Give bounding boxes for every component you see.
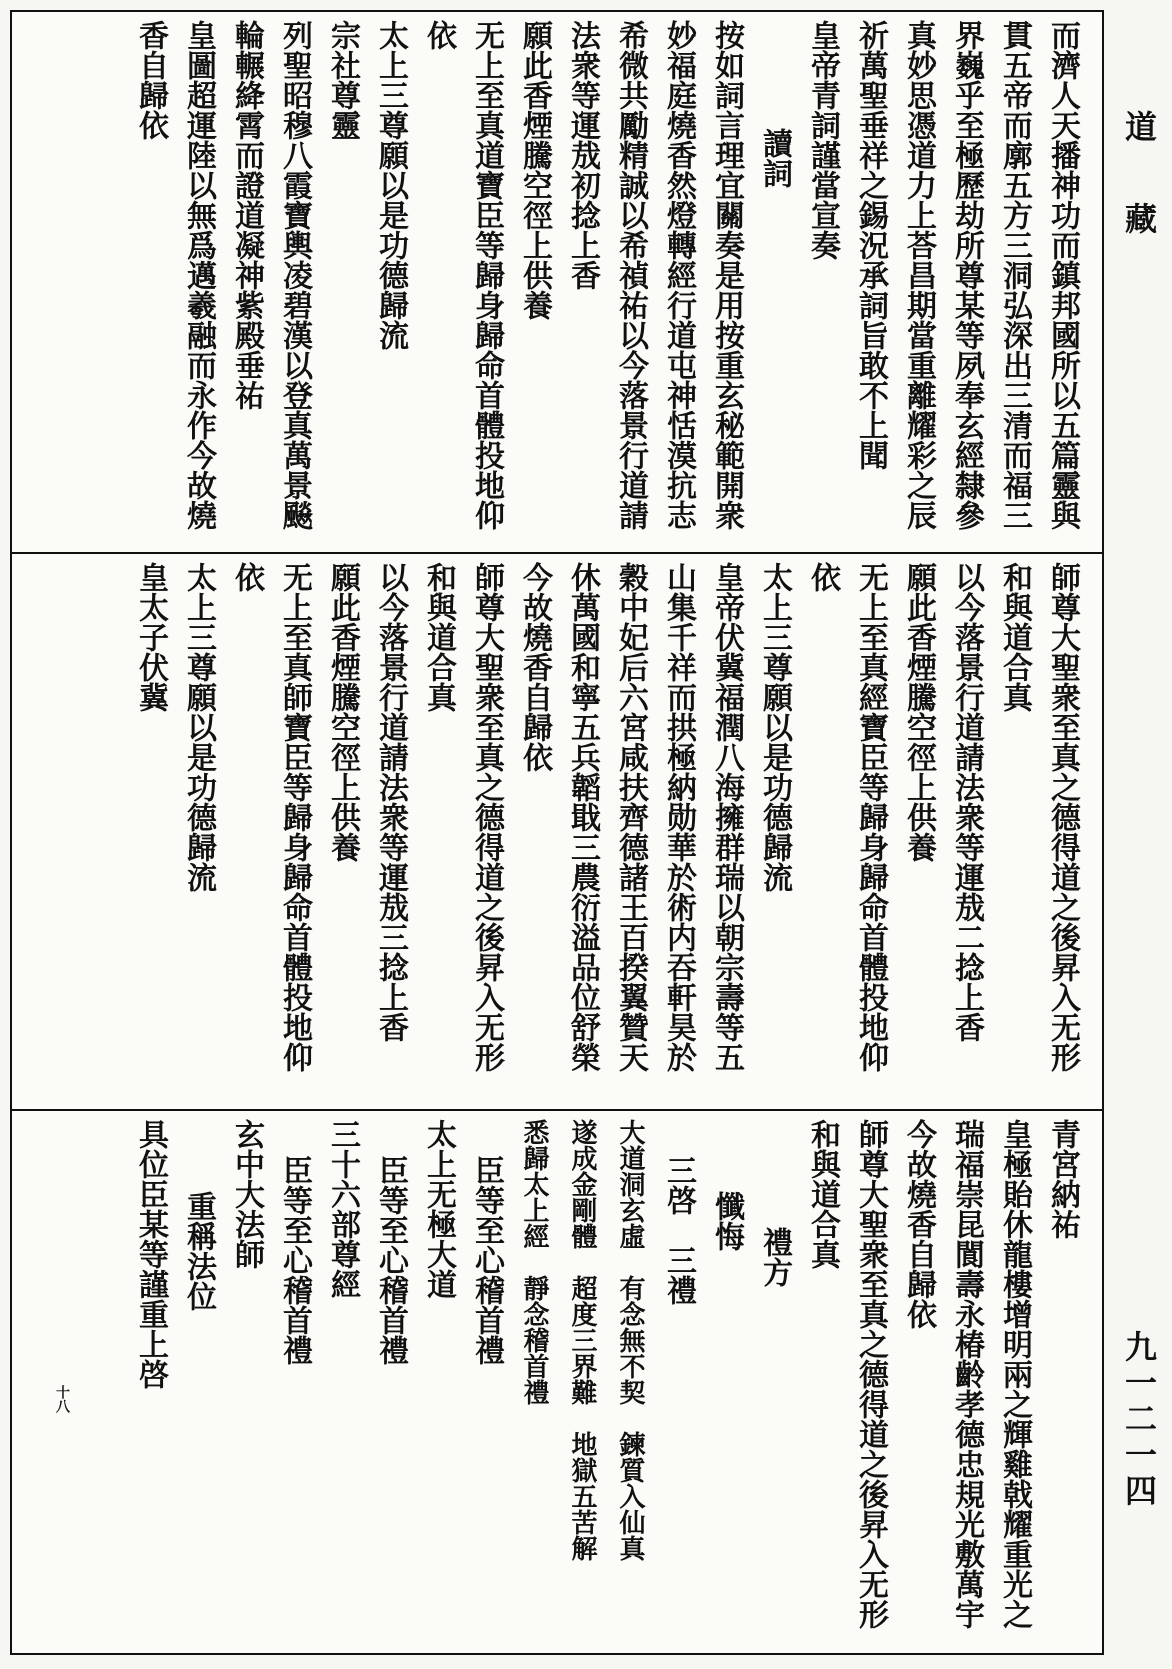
text-column: 今故燒香自歸依 <box>901 1119 936 1329</box>
text-column: 青宮納祐 <box>1045 1119 1080 1239</box>
text-column: 真妙思憑道力上荅昌期當重離耀彩之辰 <box>901 20 936 530</box>
text-column: 臣等至心稽首禮 <box>469 1155 504 1365</box>
text-column: 宗社尊靈 <box>325 20 360 140</box>
text-column: 瑞福崇昆閬壽永椿齡孝德忠規光敷萬宇 <box>949 1119 984 1629</box>
text-column: 太上三尊願以是功德歸流 <box>757 562 792 892</box>
text-column: 无上至真師寶臣等歸身歸命首體投地仰 <box>277 562 312 1072</box>
text-band-middle <box>12 554 1102 1111</box>
column-group-upper <box>26 20 1088 544</box>
text-column: 臣等至心稽首禮 <box>277 1155 312 1365</box>
text-column: 師尊大聖衆至真之德得道之後昇入无形 <box>853 1119 888 1629</box>
text-column: 按如詞言理宜關奏是用按重玄秘範開衆 <box>709 20 744 530</box>
text-column: 依 <box>229 562 264 592</box>
column-group-lower <box>26 1119 1088 1645</box>
text-column: 妙福庭燒香然燈轉經行道屯神恬漠抗志 <box>661 20 696 530</box>
text-column: 具位臣某等謹重上啓 <box>133 1119 168 1389</box>
hymn-verse: 遂成金剛體 超度三界難 地獄五苦解 <box>567 1119 597 1561</box>
text-column: 以今落景行道請法衆等運㦲二捻上香 <box>949 562 984 1042</box>
text-column: 今故燒香自歸依 <box>517 562 552 772</box>
text-band-lower <box>12 1111 1102 1653</box>
text-column: 依 <box>421 20 456 50</box>
text-column: 香自歸依 <box>133 20 168 140</box>
text-column: 无上至真經寶臣等歸身歸命首體投地仰 <box>853 562 888 1072</box>
text-column: 皇極貽休龍樓增明兩之輝雞戟耀重光之 <box>997 1119 1032 1629</box>
text-column: 願此香煙騰空徑上供養 <box>517 20 552 320</box>
text-column: 界巍乎至極歷劫所尊某等夙奉玄經隸參 <box>949 20 984 530</box>
text-column: 師尊大聖衆至真之德得道之後昇入无形 <box>1045 562 1080 1072</box>
text-column: 願此香煙騰空徑上供養 <box>325 562 360 862</box>
text-column: 和與道合真 <box>421 562 456 712</box>
text-column: 三十六部尊經 <box>325 1119 360 1299</box>
text-column: 和與道合真 <box>805 1119 840 1269</box>
hymn-verse: 大道洞玄虛 有念無不契 鍊質入仙真 <box>615 1119 645 1561</box>
text-column: 希微共勵精誠以希禎祐以今落景行道請 <box>613 20 648 530</box>
section-heading: 重稱法位 <box>181 1191 216 1311</box>
text-column: 皇帝伏冀福潤八海擁群瑞以朝宗壽等五 <box>709 562 744 1072</box>
text-column: 而濟人天播神功而鎮邦國所以五篇靈與 <box>1045 20 1080 530</box>
text-column: 太上三尊願以是功德歸流 <box>373 20 408 350</box>
text-column: 師尊大聖衆至真之德得道之後昇入无形 <box>469 562 504 1072</box>
section-heading: 皇帝青詞謹當宣奏 <box>805 20 840 260</box>
text-column: 穀中妃后六宮咸扶齊德諸王百揆翼贊天 <box>613 562 648 1072</box>
text-column: 太上三尊願以是功德歸流 <box>181 562 216 892</box>
page-frame <box>10 10 1104 1655</box>
text-column: 无上至真道寶臣等歸身歸命首體投地仰 <box>469 20 504 530</box>
text-column: 皇圖超運陸以無爲邁羲融而永作今故燒 <box>181 20 216 530</box>
text-column: 太上无極大道 <box>421 1119 456 1299</box>
sheet-number: 十八 <box>54 1385 70 1413</box>
text-column: 休萬國和寧五兵韜戢三農衍溢品位舒榮 <box>565 562 600 1072</box>
text-column: 以今落景行道請法衆等運㦲三捻上香 <box>373 562 408 1042</box>
text-column: 皇太子伏冀 <box>133 562 168 712</box>
text-column: 和與道合真 <box>997 562 1032 712</box>
hymn-verse: 悉歸太上經 靜念稽首禮 <box>519 1119 549 1405</box>
text-column: 玄中大法師 <box>229 1119 264 1269</box>
text-column: 依 <box>805 562 840 592</box>
text-band-upper <box>12 12 1102 554</box>
section-heading: 三啓 三禮 <box>661 1155 696 1305</box>
text-column: 祈萬聖垂祥之錫況承詞旨敢不上聞 <box>853 20 888 470</box>
page-number: 九一二一四 <box>1120 1330 1158 1510</box>
text-column: 法衆等運㦲初捻上香 <box>565 20 600 290</box>
section-heading: 懺悔 <box>709 1191 744 1251</box>
section-heading: 禮方 <box>757 1227 792 1287</box>
collection-title: 道藏 <box>1120 110 1158 294</box>
text-column: 輪輾絳霄而證道凝神紫殿垂祐 <box>229 20 264 410</box>
section-heading: 讀詞 <box>757 128 792 188</box>
text-column: 臣等至心稽首禮 <box>373 1155 408 1365</box>
text-column: 山集千祥而拱極納勋華於術内吞軒昊於 <box>661 562 696 1072</box>
text-column: 願此香煙騰空徑上供養 <box>901 562 936 862</box>
text-column: 貫五帝而廓五方三洞弘深出三清而福三 <box>997 20 1032 530</box>
column-group-middle <box>26 562 1088 1101</box>
text-column: 列聖昭穆八霞寶輿凌碧漢以登真萬景飈 <box>277 20 312 530</box>
